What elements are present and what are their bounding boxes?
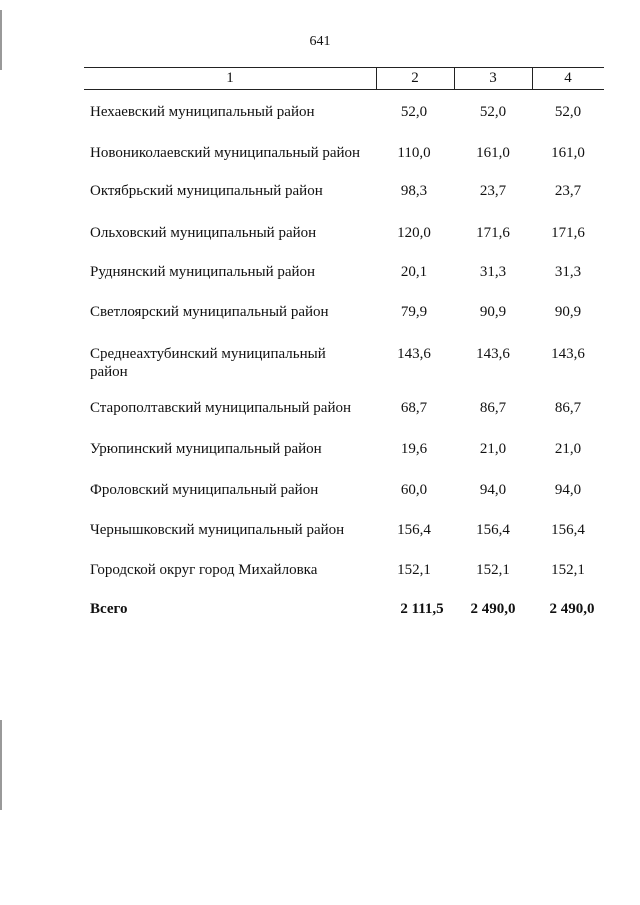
row-value-col-2: 52,0 bbox=[400, 104, 428, 120]
row-value-col-3: 143,6 bbox=[476, 346, 510, 362]
row-value-col-3: 23,7 bbox=[479, 183, 507, 199]
row-value-col-2: 60,0 bbox=[400, 482, 428, 498]
row-value-col-4: 152,1 bbox=[551, 562, 585, 578]
row-value-col-4: 21,0 bbox=[554, 441, 582, 457]
row-value-col-2: 98,3 bbox=[400, 183, 428, 199]
row-name: Старополтавский муниципальный район bbox=[90, 400, 351, 416]
row-value-col-2: 68,7 bbox=[400, 400, 428, 416]
row-name: Ольховский муниципальный район bbox=[90, 225, 317, 241]
row-name: Городской округ город Михайловка bbox=[90, 562, 318, 578]
data-table bbox=[84, 67, 604, 617]
row-value-col-2: 143,6 bbox=[397, 346, 431, 362]
row-value-col-2: 156,4 bbox=[397, 522, 431, 538]
table-header-row bbox=[84, 67, 604, 90]
row-value-col-4: 156,4 bbox=[551, 522, 585, 538]
row-value-col-3: 94,0 bbox=[479, 482, 507, 498]
row-value-col-3: 21,0 bbox=[479, 441, 507, 457]
row-value-col-3: 161,0 bbox=[476, 145, 510, 161]
row-name: Октябрьский муниципальный район bbox=[90, 183, 323, 199]
total-value-col-4: 2 490,0 bbox=[549, 601, 595, 617]
scan-edge-mark bbox=[0, 10, 2, 70]
header-col-2: 2 bbox=[411, 70, 419, 86]
row-value-col-3: 52,0 bbox=[479, 104, 507, 120]
row-value-col-2: 152,1 bbox=[397, 562, 431, 578]
row-name: Чернышковский муниципальный район bbox=[90, 522, 345, 538]
row-name: Среднеахтубинский муниципальный район bbox=[90, 346, 326, 380]
header-col-3: 3 bbox=[489, 70, 497, 86]
row-value-col-4: 94,0 bbox=[554, 482, 582, 498]
row-value-col-3: 156,4 bbox=[476, 522, 510, 538]
row-value-col-3: 152,1 bbox=[476, 562, 510, 578]
row-name: Урюпинский муниципальный район bbox=[90, 441, 322, 457]
row-value-col-4: 143,6 bbox=[551, 346, 585, 362]
row-name: Нехаевский муниципальный район bbox=[90, 104, 315, 120]
row-name: Руднянский муниципальный район bbox=[90, 264, 316, 280]
scan-edge-mark bbox=[0, 720, 2, 810]
row-value-col-4: 161,0 bbox=[551, 145, 585, 161]
row-value-col-4: 31,3 bbox=[554, 264, 582, 280]
row-name: Фроловский муниципальный район bbox=[90, 482, 319, 498]
row-value-col-4: 23,7 bbox=[554, 183, 582, 199]
header-col-4: 4 bbox=[564, 70, 572, 86]
row-value-col-3: 90,9 bbox=[479, 304, 507, 320]
total-value-col-3: 2 490,0 bbox=[470, 601, 516, 617]
row-value-col-4: 52,0 bbox=[554, 104, 582, 120]
row-value-col-2: 19,6 bbox=[400, 441, 428, 457]
row-value-col-3: 171,6 bbox=[476, 225, 510, 241]
row-value-col-3: 86,7 bbox=[479, 400, 507, 416]
row-value-col-2: 110,0 bbox=[397, 145, 431, 161]
row-value-col-2: 79,9 bbox=[400, 304, 428, 320]
row-value-col-4: 90,9 bbox=[554, 304, 582, 320]
row-value-col-3: 31,3 bbox=[479, 264, 507, 280]
row-value-col-4: 171,6 bbox=[551, 225, 585, 241]
page-number: 641 bbox=[309, 34, 331, 49]
row-value-col-2: 20,1 bbox=[400, 264, 428, 280]
row-name: Светлоярский муниципальный район bbox=[90, 304, 329, 320]
row-value-col-4: 86,7 bbox=[554, 400, 582, 416]
row-name: Новониколаевский муниципальный район bbox=[90, 145, 361, 161]
total-value-col-2: 2 111,5 bbox=[400, 601, 444, 617]
header-col-1: 1 bbox=[226, 70, 234, 86]
row-value-col-2: 120,0 bbox=[397, 225, 431, 241]
total-label: Всего bbox=[90, 601, 128, 617]
